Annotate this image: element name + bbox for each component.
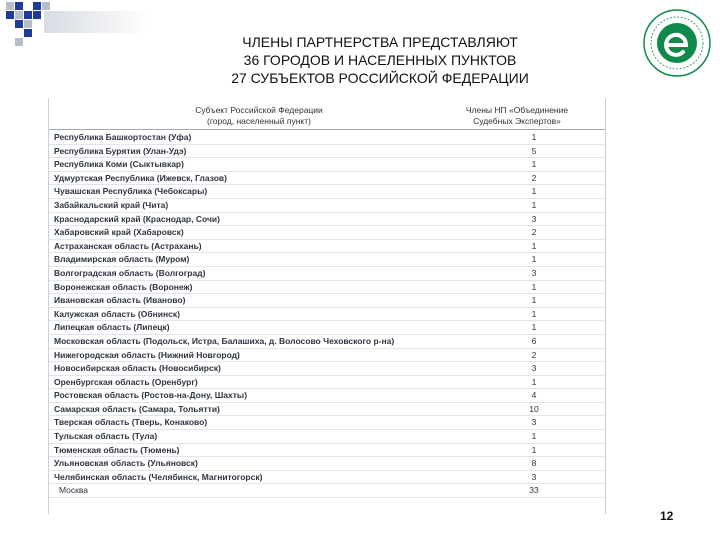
member-count-cell: 5 — [531, 145, 537, 156]
region-cell: Липецкая область (Липецк) — [54, 322, 170, 333]
region-cell: Забайкальский край (Чита) — [54, 199, 169, 210]
decoration-bar — [44, 11, 150, 33]
member-count-cell: 2 — [531, 227, 537, 238]
table-row — [49, 199, 605, 213]
decoration-square — [6, 2, 14, 10]
region-cell: Астраханская область (Астрахань) — [54, 240, 202, 251]
table-row — [49, 308, 605, 322]
member-count-cell: 1 — [531, 132, 537, 142]
header-divider — [49, 129, 605, 130]
region-cell: Хабаровский край (Хабаровск) — [54, 227, 184, 238]
table-body — [49, 131, 605, 498]
region-cell: Ивановская область (Иваново) — [54, 295, 186, 306]
table-row — [49, 240, 605, 254]
member-count-cell: 1 — [531, 376, 537, 387]
member-count-cell: 1 — [531, 281, 537, 292]
region-cell: Республика Коми (Сыктывкар) — [54, 159, 184, 170]
region-cell: Волгоградская область (Волгоград) — [54, 267, 206, 278]
region-cell: Калужская область (Обнинск) — [54, 308, 180, 319]
title-line: 27 СУБЪЕКТОВ РОССИЙСКОЙ ФЕДЕРАЦИИ — [231, 70, 529, 86]
region-cell: Тверская область (Тверь, Конаково) — [54, 417, 208, 428]
member-count-cell: 1 — [531, 240, 537, 251]
region-column-header — [89, 105, 429, 127]
member-count-cell: 6 — [531, 335, 537, 346]
member-count-cell: 3 — [531, 471, 537, 482]
table-row — [49, 281, 605, 295]
header-line: Субъект Российской Федерации — [195, 105, 323, 115]
region-cell: Республика Башкортостан (Уфа) — [54, 132, 192, 142]
table-row — [49, 172, 605, 186]
member-count-cell: 1 — [531, 199, 537, 210]
table-row — [49, 471, 605, 485]
member-count-cell: 10 — [529, 403, 539, 414]
table-row — [49, 267, 605, 281]
table-row — [49, 349, 605, 363]
table-row — [49, 213, 605, 227]
title-line: ЧЛЕНЫ ПАРТНЕРСТВА ПРЕДСТАВЛЯЮТ — [242, 34, 518, 50]
region-cell: Республика Бурятия (Улан-Удэ) — [54, 145, 187, 156]
member-count-cell: 1 — [531, 322, 537, 333]
members-table — [48, 98, 606, 514]
decoration-square — [24, 11, 32, 19]
table-row — [49, 362, 605, 376]
slide-title — [170, 33, 590, 87]
table-row — [49, 457, 605, 471]
member-count-cell: 1 — [531, 308, 537, 319]
member-count-cell: 8 — [531, 458, 537, 469]
region-cell: Московская область (Подольск, Истра, Балашиха, д. Волосово Чеховского р-на) — [54, 335, 395, 346]
table-row — [49, 185, 605, 199]
decoration-square — [42, 2, 50, 10]
region-cell: Воронежская область (Воронеж) — [54, 281, 193, 292]
decoration-square — [24, 20, 32, 28]
table-row — [49, 226, 605, 240]
title-line: 36 ГОРОДОВ И НАСЕЛЕННЫХ ПУНКТОВ — [243, 52, 517, 68]
header-line: Члены НП «Объединение — [465, 105, 569, 115]
region-cell: Оренбургская область (Оренбург) — [54, 376, 198, 387]
member-count-cell: 2 — [531, 172, 537, 183]
member-count-cell: 1 — [531, 444, 537, 455]
table-row — [49, 376, 605, 390]
member-count-cell: 1 — [531, 254, 537, 265]
decoration-square — [24, 29, 32, 37]
table-row — [49, 444, 605, 458]
region-cell: Ульяновская область (Ульяновск) — [54, 458, 198, 469]
member-count-cell: 4 — [531, 390, 537, 401]
decoration-square — [15, 38, 23, 46]
region-cell: Владимирская область (Муром) — [54, 254, 190, 265]
member-count-cell: 1 — [531, 431, 537, 442]
organization-logo-icon — [642, 8, 712, 78]
members-column-header — [429, 105, 605, 127]
table-row — [49, 335, 605, 349]
table-row — [49, 321, 605, 335]
member-count-cell: 3 — [531, 213, 537, 224]
table-row — [49, 131, 605, 145]
table-row — [49, 403, 605, 417]
decoration-square — [33, 2, 41, 10]
member-count-cell: 1 — [531, 186, 537, 197]
table-header — [49, 98, 605, 130]
table-row — [49, 416, 605, 430]
region-cell: Челябинская область (Челябинск, Магнитогорск) — [54, 471, 263, 482]
table-row — [49, 389, 605, 403]
table-row — [49, 145, 605, 159]
corner-decoration — [0, 0, 150, 60]
member-count-cell: 33 — [529, 485, 539, 496]
region-cell: Тульская область (Тула) — [54, 431, 158, 442]
table-row — [49, 430, 605, 444]
header-line: (город, населенный пункт) — [207, 116, 311, 126]
region-cell: Краснодарский край (Краснодар, Сочи) — [54, 213, 220, 224]
table-row — [49, 484, 605, 498]
header-line: Судебных Экспертов» — [473, 116, 561, 126]
decoration-square — [33, 11, 41, 19]
table-row — [49, 294, 605, 308]
region-cell: Тюменская область (Тюмень) — [54, 444, 180, 455]
member-count-cell: 1 — [531, 295, 537, 306]
member-count-cell: 2 — [531, 349, 537, 360]
region-cell: Нижегородская область (Нижний Новгород) — [54, 349, 240, 360]
decoration-square — [15, 20, 23, 28]
decoration-square — [15, 2, 23, 10]
member-count-cell: 1 — [531, 159, 537, 170]
region-cell: Новосибирская область (Новосибирск) — [54, 363, 221, 374]
member-count-cell: 3 — [531, 417, 537, 428]
region-cell: Ростовская область (Ростов-на-Дону, Шахты) — [54, 390, 248, 401]
region-cell: Самарская область (Самара, Тольятти) — [54, 403, 220, 414]
table-row — [49, 253, 605, 267]
decoration-square — [6, 11, 14, 19]
region-cell: Удмуртская Республика (Ижевск, Глазов) — [54, 172, 227, 183]
table-row — [49, 158, 605, 172]
member-count-cell: 3 — [531, 363, 537, 374]
decoration-square — [15, 11, 23, 19]
page-number: 12 — [660, 509, 674, 523]
region-cell: Чувашская Республика (Чебоксары) — [54, 186, 208, 197]
member-count-cell: 3 — [531, 267, 537, 278]
region-cell: Москва — [59, 485, 89, 496]
